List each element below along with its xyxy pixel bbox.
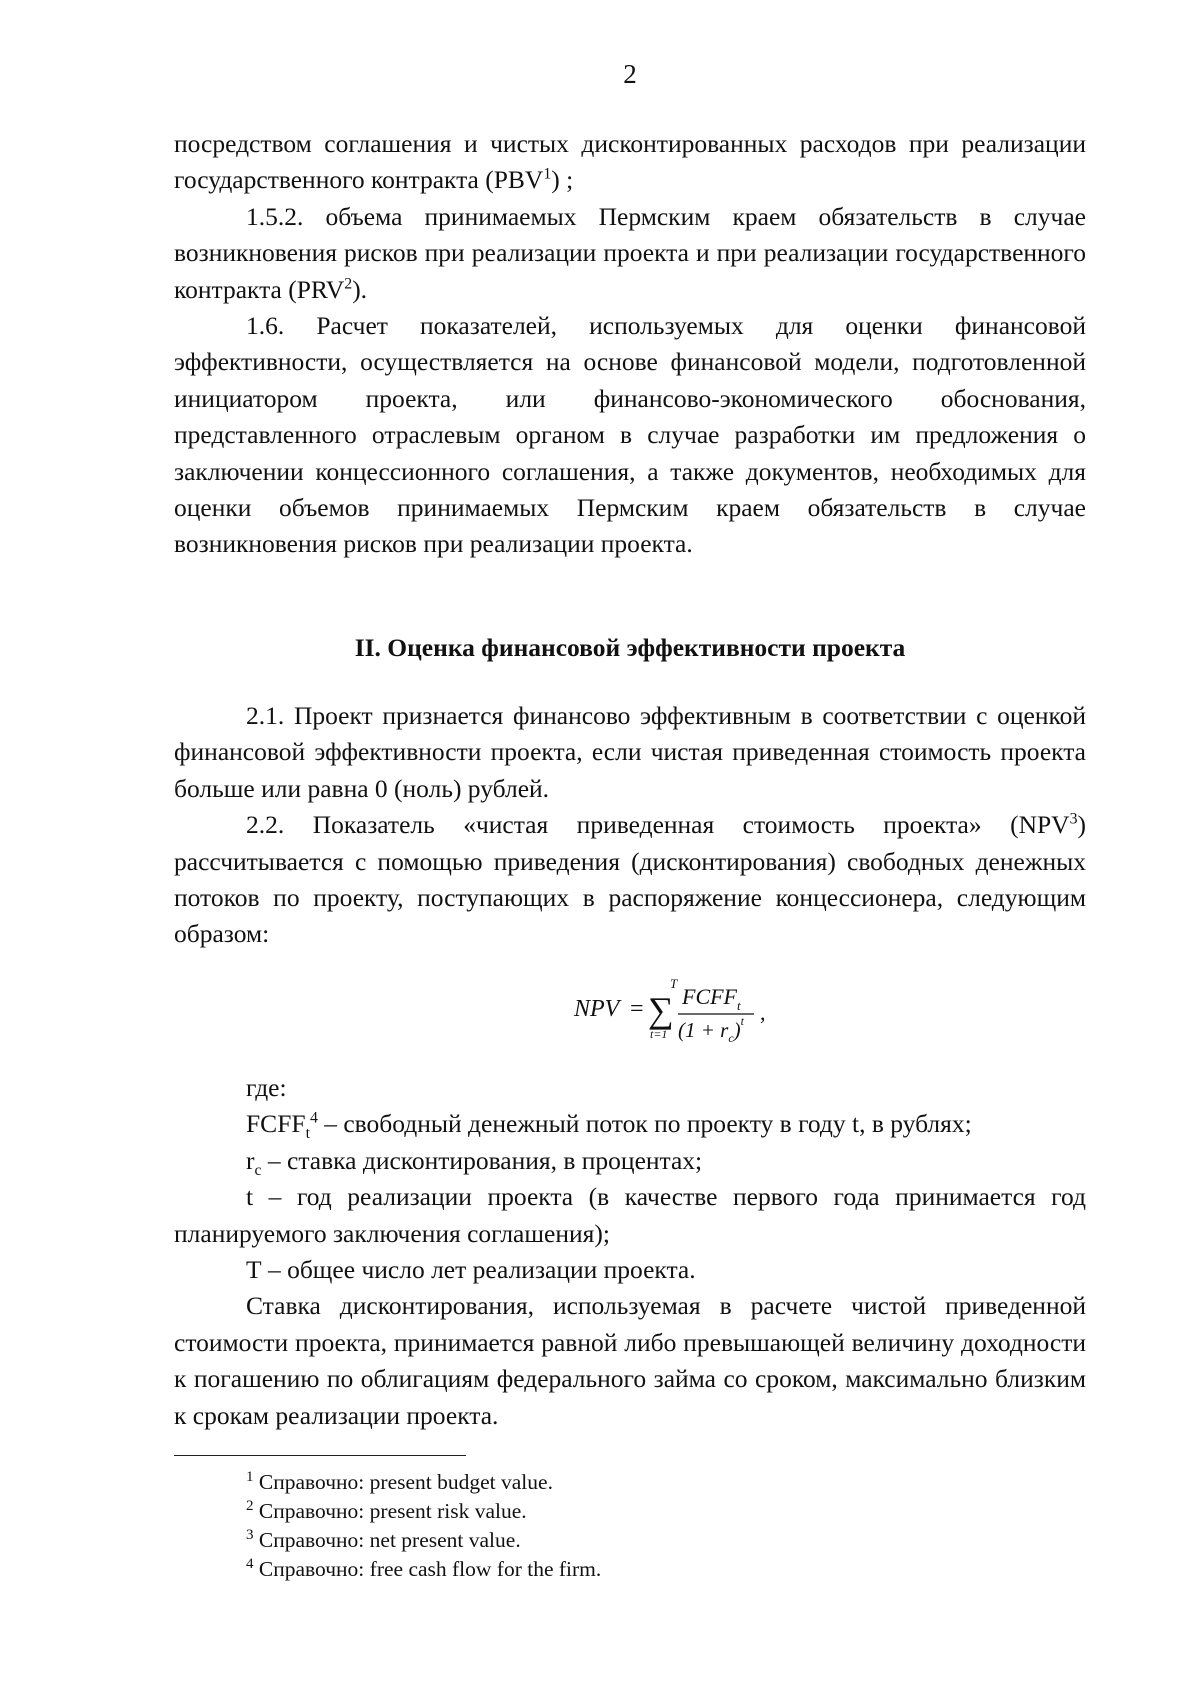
paragraph-1-5-2 [174, 199, 1086, 308]
paragraph-pbv-end: ) ; [551, 165, 574, 195]
definition-fcff [174, 1106, 1086, 1142]
footnote-1: $^1$ Справочно: present budget value. [246, 1468, 553, 1494]
npv-formula [572, 974, 812, 1046]
paragraph-pbv-text: посредством соглашения и чистых дисконтированных расходов при реализации государственного контракта (PBV [174, 129, 1086, 195]
footnote-2: $^2$ Справочно: present risk value. [246, 1497, 527, 1523]
page-number: 2 [623, 59, 637, 89]
fcff-symbol: FCFF [246, 1109, 306, 1139]
formula-lhs: NPV [574, 996, 620, 1022]
formula-numerator: $FCFF_t$ [682, 984, 741, 1013]
paragraph-1-5-2-end: ). [352, 274, 368, 304]
formula-lower-limit: t=1 [650, 1027, 668, 1041]
footnote-ref-2: 2 [344, 275, 353, 293]
paragraph-1-6: 1.6. Расчет показателей, используемых для оценки финансовой эффективности, осуществляется на основе финансовой модели, подготовленной инициатором проекта, или финансово-экономического обоснования, представленного отраслевым органом в случае разработки им предложения о заключении концессионного соглашения, а также документов, необходимых для оценки объемов принимаемых Пермским краем обязательств в случае возникновения рисков при реализации проекта. [174, 311, 1086, 559]
paragraph-2-2-end: ) рассчитывается с помощью приведения (дисконтирования) свободных денежных потоков по проекту, поступающих в распоряжение концессионера, следующим образом: [174, 810, 1086, 949]
rc-subscript: c [254, 1161, 262, 1179]
where-label: где: [246, 1073, 287, 1102]
section-block [174, 698, 1086, 953]
footnote-3: $^3$ Справочно: net present value. [246, 1526, 521, 1552]
paragraph-2-2-text: 2.2. Показатель «чистая приведенная стоимость проекта» (NPV [246, 810, 1070, 840]
paragraph-discount-rate: Ставка дисконтирования, используемая в расчете чистой приведенной стоимости проекта, принимается равной либо превышающей величину доходности к погашению по облигациям федерального займа со сроком, максимально близким к срокам реализации проекта. [174, 1291, 1086, 1430]
definition-T: Т – общее число лет реализации проекта. [246, 1255, 696, 1285]
formula-sum-sign: ∑ [648, 990, 674, 1030]
formula-denominator: $(1 + r_c)^t$ [678, 1014, 745, 1045]
intro-block [174, 126, 1086, 563]
paragraph-2-2 [174, 807, 1086, 953]
fcff-subscript: t [305, 1125, 310, 1143]
footnotes [246, 1468, 601, 1584]
footnote-ref-3: 3 [1069, 810, 1078, 828]
footnote-separator [174, 1455, 466, 1456]
paragraph-2-1: 2.1. Проект признается финансово эффективным в соответствии с оценкой финансовой эффективности проекта, если чистая приведенная стоимость проекта больше или равна 0 (ноль) рублей. [174, 701, 1086, 803]
footnote-ref-4: 4 [309, 1109, 318, 1127]
paragraph-1-5-2-text: 1.5.2. объема принимаемых Пермским краем обязательств в случае возникновения рисков при реализации проекта и при реализации государственного контракта (PRV [174, 201, 1086, 304]
section-heading: II. Оценка финансовой эффективности проекта [354, 633, 906, 662]
formula-equals: = [630, 996, 644, 1022]
definitions-block [174, 1070, 1086, 1434]
formula-upper-limit: T [670, 976, 678, 991]
footnote-ref-1: 1 [543, 165, 552, 183]
rc-symbol: r [246, 1145, 255, 1175]
definition-t: t – год реализации проекта (в качестве первого года принимается год планируемого заключения соглашения); [174, 1182, 1086, 1248]
footnote-4: $^4$ Справочно: free cash flow for the firm. [246, 1555, 602, 1581]
rc-definition-text: – ставка дисконтирования, в процентах; [261, 1145, 703, 1175]
paragraph-pbv [174, 126, 1086, 199]
formula-trailing-comma: , [760, 1000, 766, 1025]
fcff-definition-text: – свободный денежный поток по проекту в году t, в рублях; [317, 1109, 972, 1139]
definition-rc [174, 1143, 1086, 1179]
